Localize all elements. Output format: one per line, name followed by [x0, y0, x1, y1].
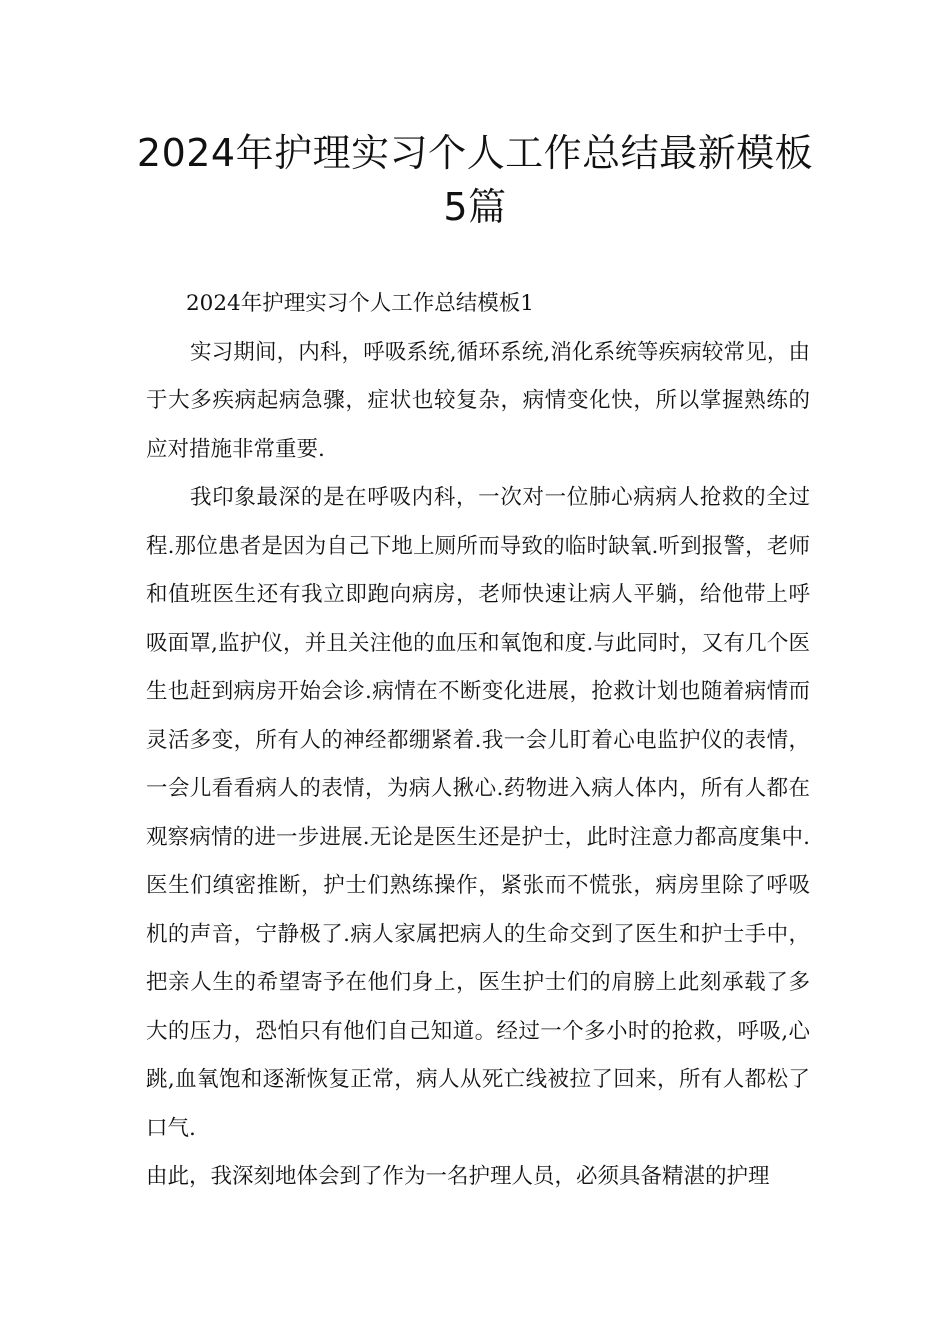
document-body [146, 280, 810, 1202]
paragraph-3: 由此，我深刻地体会到了作为一名护理人员，必须具备精湛的护理 [146, 1164, 770, 1189]
title-line-2: 5篇 [443, 185, 507, 229]
title-line-1: 2024年护理实习个人工作总结最新模板 [136, 131, 814, 175]
paragraph-2: 我印象最深的是在呼吸内科，一次对一位肺心病病人抢救的全过程.那位患者是因为自己下地上厕所而导致的临时缺氧.听到报警，老师和值班医生还有我立即跑向病房，老师快速让病人平躺，给他带上呼吸面罩,监护仪，并且关注他的血压和氧饱和度.与此同时，又有几个医生也赶到病房开始会诊.病情在不断变化进展，抢救计划也随着病情而灵活多变，所有人的神经都绷紧着.我一会儿盯着心电监护仪的表情，一会儿看看病人的表情，为病人揪心.药物进入病人体内，所有人都在观察病情的进一步进展.无论是医生还是护士，此时注意力都高度集中.医生们缜密推断，护士们熟练操作，紧张而不慌张，病房里除了呼吸机的声音，宁静极了.病人家属把病人的生命交到了医生和护士手中，把亲人生的希望寄予在他们身上，医生护士们的肩膀上此刻承载了多大的压力，恐怕只有他们自己知道。经过一个多小时的抢救，呼吸,心跳,血氧饱和逐渐恢复正常，病人从死亡线被拉了回来，所有人都松了口气. [146, 485, 810, 1141]
section-subtitle: 2024年护理实习个人工作总结模板1 [186, 291, 534, 316]
document-title [120, 126, 830, 234]
paragraph-1: 实习期间，内科，呼吸系统,循环系统,消化系统等疾病较常见，由于大多疾病起病急骤，症状也较复杂，病情变化快，所以掌握熟练的应对措施非常重要. [146, 339, 810, 462]
